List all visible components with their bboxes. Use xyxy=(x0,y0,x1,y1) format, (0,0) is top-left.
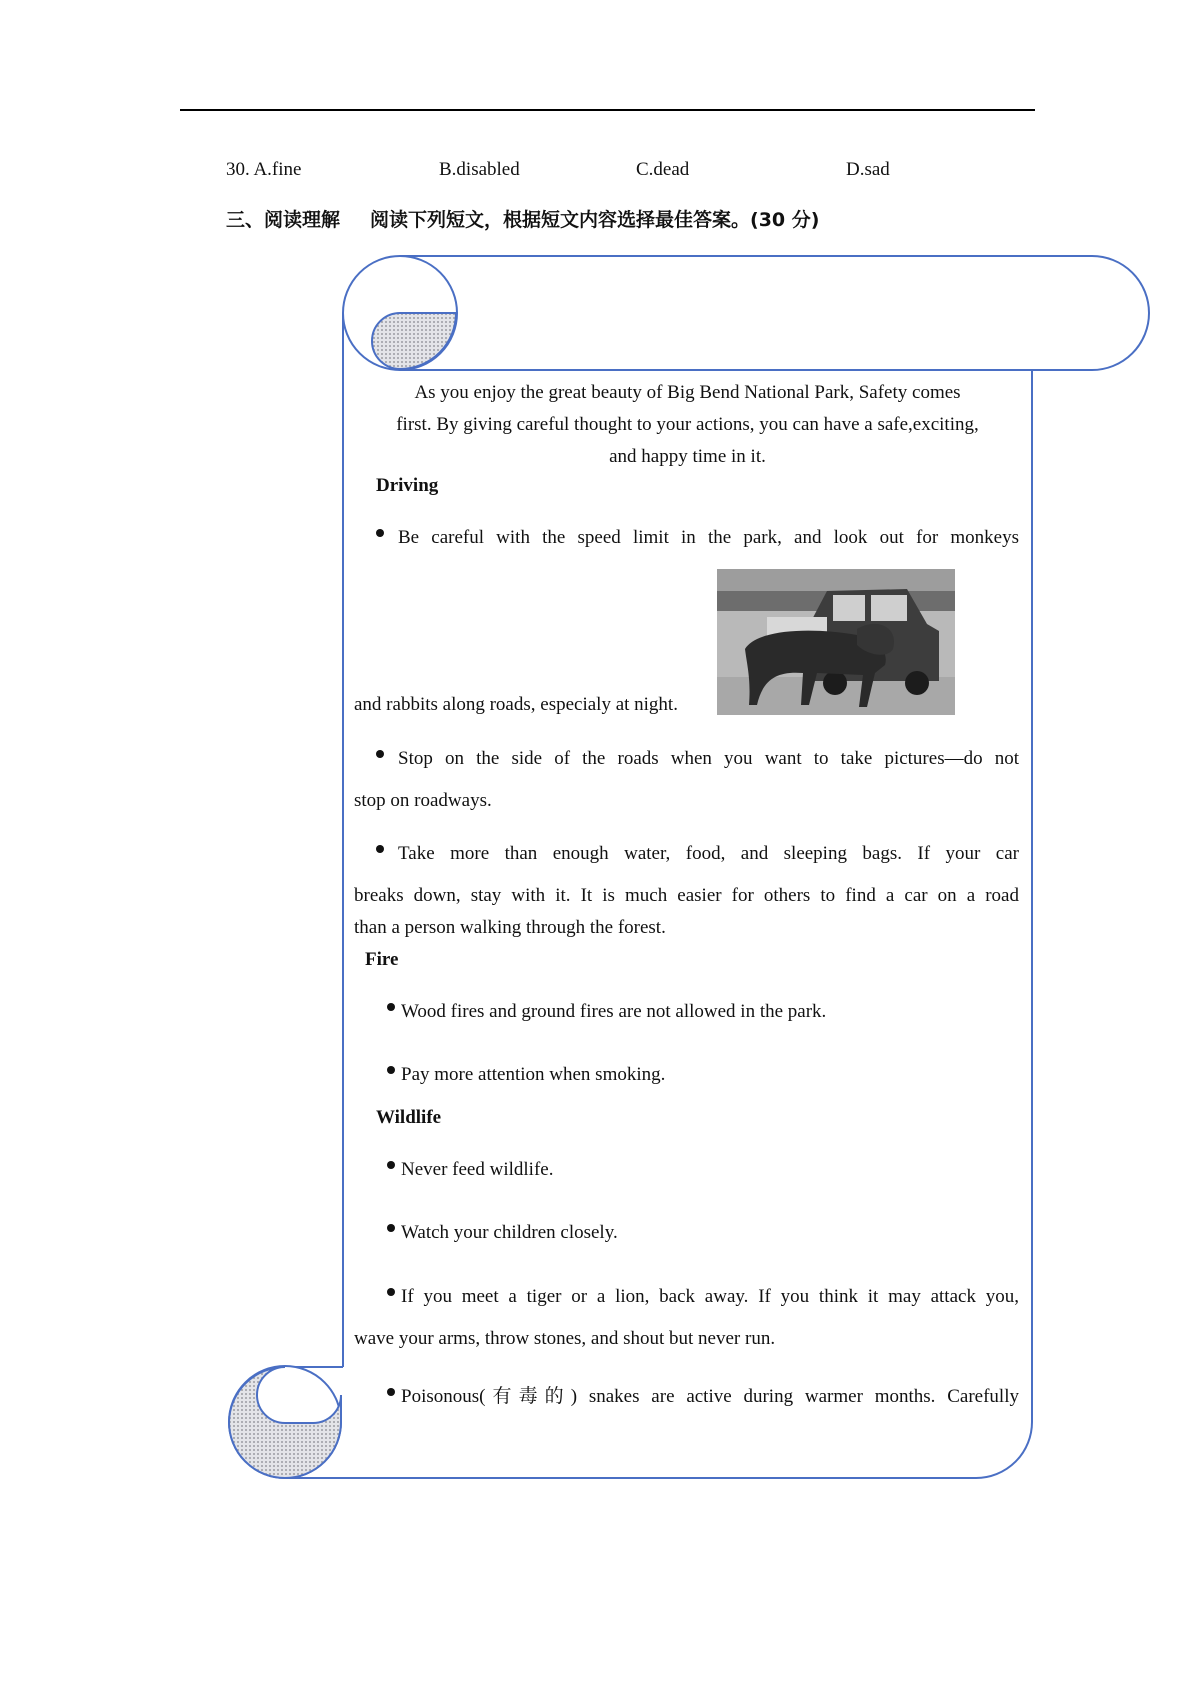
fire-bullet-1: Wood fires and ground fires are not allowed in the park. xyxy=(387,1001,826,1023)
intro-line-3: and happy time in it. xyxy=(609,446,766,467)
bullet-dot xyxy=(376,845,384,853)
animal-car-photo xyxy=(717,569,955,715)
q30-option-b: B.disabled xyxy=(439,159,520,180)
heading-fire: Fire xyxy=(365,949,399,970)
wildlife-bullet-1: Never feed wildlife. xyxy=(387,1159,553,1181)
driving-bullet-3-cont-2: than a person walking through the forest. xyxy=(354,917,666,938)
bullet-dot xyxy=(387,1161,395,1169)
driving-bullet-2-cont: stop on roadways. xyxy=(354,790,492,811)
bullet-dot xyxy=(376,750,384,758)
q30-option-d: D.sad xyxy=(846,159,890,180)
bullet-dot xyxy=(387,1003,395,1011)
passage-intro xyxy=(355,377,1020,473)
wildlife-bullet-4: Poisonous(有毒的) snakes are active during warmer months. Carefully xyxy=(387,1381,1019,1408)
bullet-dot xyxy=(387,1066,395,1074)
heading-driving: Driving xyxy=(376,475,439,496)
wildlife-bullet-3-cont: wave your arms, throw stones, and shout but never run. xyxy=(354,1328,776,1349)
driving-bullet-3-cont-1: breaks down, stay with it. It is much easier for others to find a car on a road xyxy=(354,885,1019,906)
driving-bullet-3: Take more than enough water, food, and sleeping bags. If your car xyxy=(376,843,1019,865)
bullet-dot xyxy=(376,529,384,537)
driving-bullet-2: Stop on the side of the roads when you want to take pictures—do not xyxy=(376,748,1019,770)
fire-bullet-2: Pay more attention when smoking. xyxy=(387,1064,665,1086)
wildlife-bullet-2: Watch your children closely. xyxy=(387,1222,618,1244)
bullet-dot xyxy=(387,1288,395,1296)
section-title: 三、阅读理解 xyxy=(226,209,341,231)
bullet-dot xyxy=(387,1224,395,1232)
driving-bullet-1: Be careful with the speed limit in the park, and look out for monkeys xyxy=(376,527,1019,549)
q30-option-a: 30. A.fine xyxy=(226,159,302,180)
bullet-dot xyxy=(387,1388,395,1396)
intro-line-2: first. By giving careful thought to your actions, you can have a safe,exciting, xyxy=(396,414,979,435)
heading-wildlife: Wildlife xyxy=(376,1107,442,1128)
intro-line-1: As you enjoy the great beauty of Big Bend National Park, Safety comes xyxy=(414,382,961,403)
q30-option-c: C.dead xyxy=(636,159,690,180)
wildlife-bullet-3: If you meet a tiger or a lion, back away. If you think it may attack you, xyxy=(387,1286,1019,1308)
driving-bullet-1-cont: and rabbits along roads, especialy at night. xyxy=(354,694,678,715)
section-instruction: 阅读下列短文，根据短文内容选择最佳答案。(30 分) xyxy=(370,209,820,231)
